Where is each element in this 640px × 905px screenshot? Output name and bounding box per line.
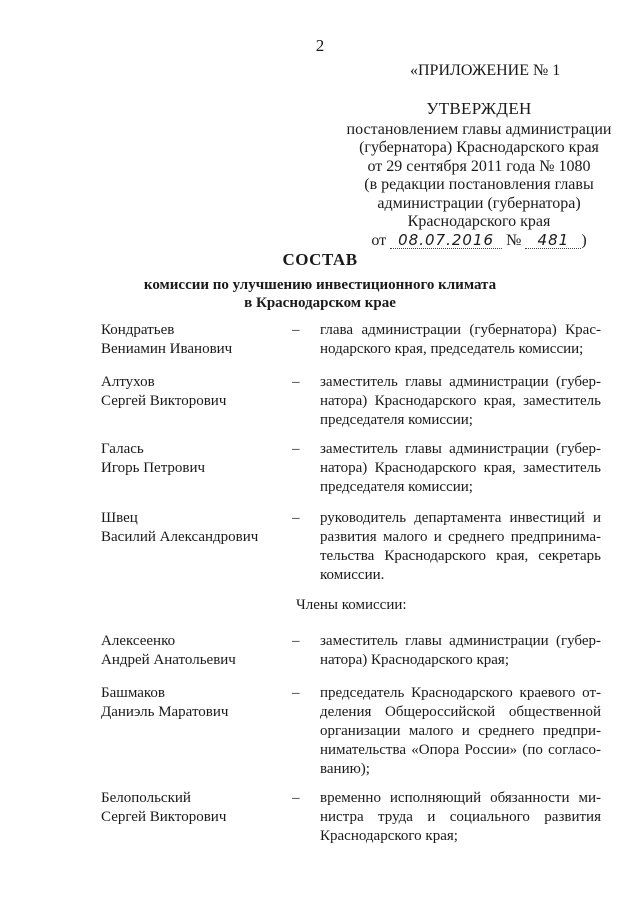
document-title: СОСТАВ xyxy=(282,250,358,269)
member-name xyxy=(101,632,236,670)
role-line: заместитель главы администрации (губер- xyxy=(320,633,601,649)
ref-suffix: ) xyxy=(581,231,587,249)
role-line: деления Общероссийской общественной xyxy=(320,704,601,720)
role-line: заместитель главы администрации (губер- xyxy=(320,441,601,457)
approval-line: (в редакции постановления главы xyxy=(364,176,594,193)
dash: – xyxy=(292,374,300,390)
member-given-names: Сергей Викторович xyxy=(101,809,227,825)
dash: – xyxy=(292,441,300,457)
member-surname: Алексеенко xyxy=(101,633,176,649)
member-name xyxy=(101,321,232,359)
page-number: 2 xyxy=(315,36,325,55)
member-surname: Швец xyxy=(101,510,138,526)
approval-heading: УТВЕРЖДЕН xyxy=(426,99,532,118)
role-line: натора) Краснодарского края; xyxy=(320,652,509,668)
handwritten-date: 08.07.2016 xyxy=(390,232,502,249)
approval-line: постановлением главы администрации xyxy=(346,120,612,138)
member-name xyxy=(101,440,205,478)
role-line: развития малого и среднего предпринима- xyxy=(320,529,601,545)
member-given-names: Василий Александрович xyxy=(101,529,259,545)
amendment-reference xyxy=(345,232,613,251)
dash: – xyxy=(292,510,300,526)
document-subtitle: в Краснодарском крае xyxy=(244,295,396,311)
ref-number-label: № xyxy=(506,231,522,249)
role-line: председателя комиссии; xyxy=(320,412,473,428)
role-line: натора) Краснодарского края, заместитель xyxy=(320,460,601,476)
approval-line: администрации (губернатора) xyxy=(377,194,581,212)
role-line: натора) Краснодарского края, заместитель xyxy=(320,393,601,409)
role-line: глава администрации (губернатора) Крас- xyxy=(320,322,601,338)
role-line: тельства Краснодарского края, секретарь xyxy=(320,548,601,564)
member-role xyxy=(320,789,601,846)
handwritten-number: 481 xyxy=(525,232,581,249)
member-given-names: Андрей Анатольевич xyxy=(101,652,236,668)
member-surname: Белопольский xyxy=(101,790,191,806)
dash: – xyxy=(292,322,300,338)
approval-line: от 29 сентября 2011 года № 1080 xyxy=(367,157,591,175)
member-role xyxy=(320,632,601,670)
role-line: временно исполняющий обязанности ми- xyxy=(320,790,601,806)
member-name xyxy=(101,373,226,411)
approval-line: (губернатора) Краснодарского края xyxy=(359,139,599,156)
role-line: нимательства «Опора России» (по согласо- xyxy=(320,742,601,758)
role-line: руководитель департамента инвестиций и xyxy=(320,510,601,526)
approval-line: Краснодарского края xyxy=(407,213,551,230)
role-line: организации малого и среднего предпри- xyxy=(320,723,601,739)
member-surname: Кондратьев xyxy=(101,322,175,338)
approval-block xyxy=(345,100,613,250)
member-given-names: Даниэль Маратович xyxy=(101,704,229,720)
dash: – xyxy=(292,685,300,701)
member-role xyxy=(320,321,601,359)
role-line: нодарского края, председатель комиссии; xyxy=(320,341,584,357)
document-subtitle: комиссии по улучшению инвестиционного климата xyxy=(143,277,497,293)
role-line: нистра труда и социального развития xyxy=(320,809,601,825)
role-line: Краснодарского края; xyxy=(320,828,458,844)
member-given-names: Игорь Петрович xyxy=(101,460,206,476)
dash: – xyxy=(292,633,300,649)
dash: – xyxy=(292,790,300,806)
role-line: ванию); xyxy=(320,761,370,777)
role-line: заместитель главы администрации (губер- xyxy=(320,374,601,390)
member-name xyxy=(101,684,228,722)
role-line: председатель Краснодарского краевого от- xyxy=(320,685,601,701)
appendix-label: «ПРИЛОЖЕНИЕ № 1 xyxy=(410,62,561,79)
member-role xyxy=(320,509,601,585)
members-heading: Члены комиссии: xyxy=(296,597,407,613)
ref-prefix: от xyxy=(371,231,387,249)
document-title-block xyxy=(0,250,640,312)
member-role xyxy=(320,373,601,430)
member-role xyxy=(320,440,601,497)
member-given-names: Вениамин Иванович xyxy=(101,341,233,357)
role-line: комиссии. xyxy=(320,567,385,583)
member-name xyxy=(101,509,258,547)
member-surname: Башмаков xyxy=(101,685,165,701)
member-surname: Алтухов xyxy=(101,374,155,390)
member-role xyxy=(320,684,601,779)
member-given-names: Сергей Викторович xyxy=(101,393,227,409)
member-name xyxy=(101,789,226,827)
member-surname: Галась xyxy=(101,441,144,457)
role-line: председателя комиссии; xyxy=(320,479,473,495)
